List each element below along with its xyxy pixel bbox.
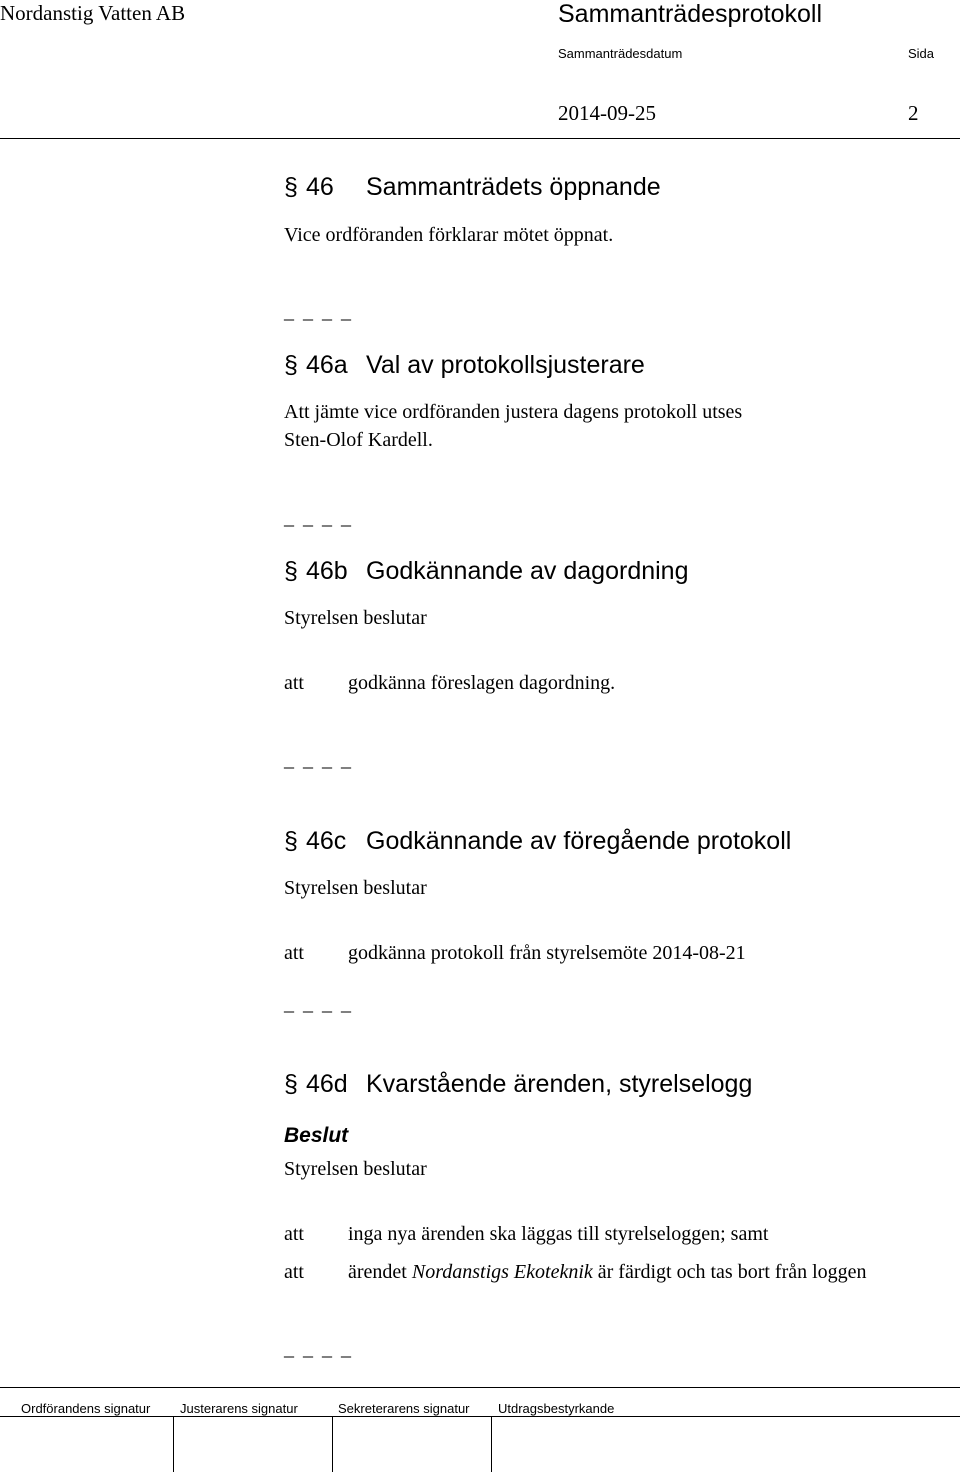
decision-text: är färdigt och tas bort från loggen <box>592 1261 867 1283</box>
chair-signature-label: Ordförandens signatur <box>21 1401 151 1416</box>
footer-top-rule <box>0 1387 960 1388</box>
signature-field-divider <box>332 1416 333 1472</box>
section-separator: _ _ _ _ <box>284 1338 353 1360</box>
paragraph-sign: § <box>284 173 298 201</box>
signature-field-divider <box>491 1416 492 1472</box>
page-number: 2 <box>908 101 919 125</box>
extract-certification-label: Utdragsbestyrkande <box>498 1401 615 1416</box>
paragraph-sign: § <box>284 1070 298 1098</box>
secretary-signature-label: Sekreterarens signatur <box>338 1401 470 1416</box>
meeting-date: 2014-09-25 <box>558 101 656 125</box>
att-keyword: att <box>284 672 304 694</box>
section-46d-decision-2 <box>348 1259 867 1285</box>
section-46b-intro: Styrelsen beslutar <box>284 607 427 629</box>
section-46a-heading <box>284 350 645 380</box>
att-keyword: att <box>284 1223 304 1245</box>
section-46-body: Vice ordföranden förklarar mötet öppnat. <box>284 224 614 246</box>
adjuster-signature-label: Justerarens signatur <box>180 1401 298 1416</box>
paragraph-sign: § <box>284 351 298 379</box>
section-title: Kvarstående ärenden, styrelselogg <box>366 1070 753 1098</box>
section-46c-decision: godkänna protokoll från styrelsemöte 2014-08-21 <box>348 942 746 964</box>
signature-field-divider <box>173 1416 174 1472</box>
section-46d-decision-1: inga nya ärenden ska läggas till styrelseloggen; samt <box>348 1223 769 1245</box>
section-46a-body-line2: Sten-Olof Kardell. <box>284 429 433 451</box>
section-separator: _ _ _ _ <box>284 749 353 771</box>
section-separator: _ _ _ _ <box>284 301 353 323</box>
section-46c-intro: Styrelsen beslutar <box>284 877 427 899</box>
att-keyword: att <box>284 1261 304 1283</box>
footer-label-rule <box>0 1416 960 1417</box>
beslut-subheading: Beslut <box>284 1124 349 1147</box>
att-keyword: att <box>284 942 304 964</box>
meeting-date-label: Sammanträdesdatum <box>558 46 683 61</box>
section-separator: _ _ _ _ <box>284 507 353 529</box>
section-separator: _ _ _ _ <box>284 993 353 1015</box>
section-46c-heading <box>284 826 791 856</box>
section-46d-intro: Styrelsen beslutar <box>284 1158 427 1180</box>
section-number: 46b <box>306 557 348 585</box>
company-name: Nordanstigs Ekoteknik <box>411 1261 593 1283</box>
section-title: Godkännande av dagordning <box>366 557 689 585</box>
section-title: Godkännande av föregående protokoll <box>366 827 792 855</box>
decision-text: ärendet <box>348 1261 412 1283</box>
document-title: Sammanträdesprotokoll <box>558 0 823 28</box>
section-number: 46c <box>306 827 347 855</box>
section-46d-heading <box>284 1069 752 1099</box>
section-number: 46a <box>306 351 348 379</box>
section-46a-body-line1: Att jämte vice ordföranden justera dagens protokoll utses <box>284 401 743 423</box>
section-number: 46 <box>306 173 334 201</box>
section-number: 46d <box>306 1070 348 1098</box>
organization-name: Nordanstig Vatten AB <box>0 1 186 25</box>
page-label: Sida <box>908 46 935 61</box>
paragraph-sign: § <box>284 827 298 855</box>
paragraph-sign: § <box>284 557 298 585</box>
header-divider <box>0 138 960 139</box>
section-title: Sammanträdets öppnande <box>366 173 661 201</box>
section-title: Val av protokollsjusterare <box>366 351 645 379</box>
section-46-heading <box>284 172 661 202</box>
section-46b-heading <box>284 556 689 586</box>
section-46b-decision: godkänna föreslagen dagordning. <box>348 672 616 694</box>
